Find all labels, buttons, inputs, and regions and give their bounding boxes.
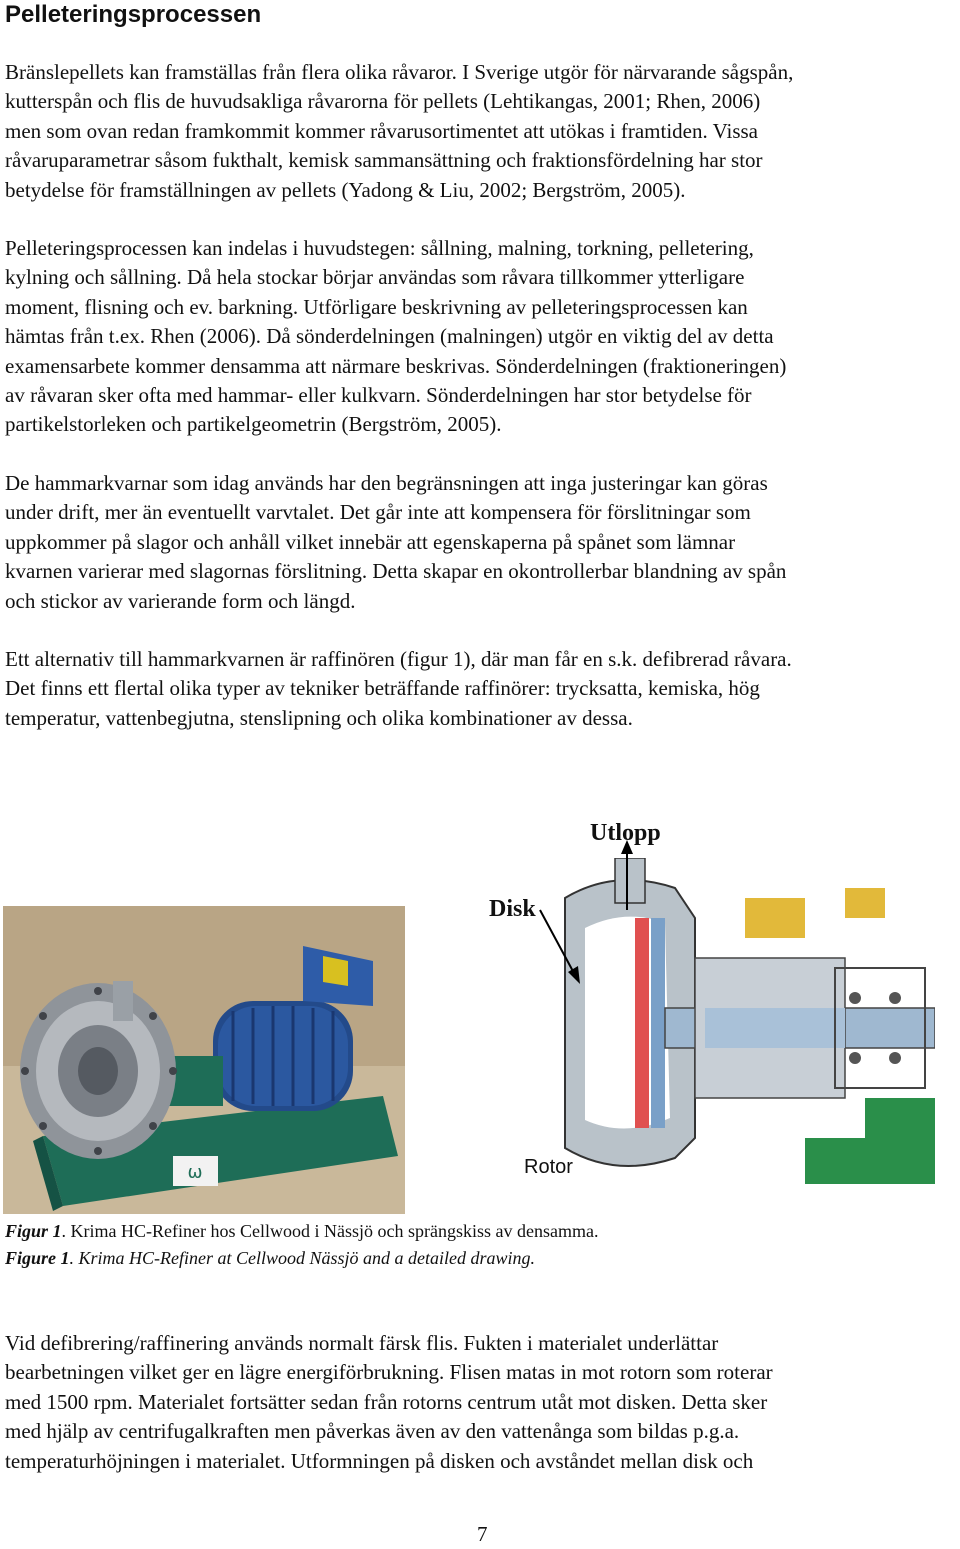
text-line: temperaturhöjningen i materialet. Utformningen på disken och avståndet mellan disk och — [5, 1448, 754, 1473]
paragraph-5 — [5, 1329, 960, 1476]
text-line: Ett alternativ till hammarkvarnen är raffinören (figur 1), där man får en s.k. defibrerad råvara. — [5, 647, 792, 671]
text-line: av råvaran sker ofta med hammar- eller kulkvarn. Sönderdelningen har stor betydelse för — [5, 383, 752, 408]
text-line: kutterspån och flis de huvudsakliga råvarorna för pellets (Lehtikangas, 2001; Rhen, 2006) — [5, 89, 761, 114]
text-line: under drift, mer än eventuellt varvtalet. Det går inte att kompensera för förslitningar som — [5, 500, 751, 525]
text-line: hämtas från t.ex. Rhen (2006). Då sönderdelningen (malningen) utgör en viktig del av detta — [5, 324, 774, 349]
text-line: Vid defibrering/raffinering används normalt färsk flis. Fukten i materialet underlättar — [5, 1331, 719, 1355]
text-line: Bränslepellets kan framställas från flera olika råvaror. I Sverige utgör för närvarande sågspån, — [5, 60, 794, 84]
text-line: kylning och sållning. Då hela stockar börjar användas som råvara tillkommer ytterligare — [5, 265, 745, 290]
text-line: betydelse för framställningen av pellets (Yadong & Liu, 2002; Bergström, 2005). — [5, 177, 686, 202]
caption-text: . Krima HC-Refiner hos Cellwood i Nässjö och sprängskiss av densamma. — [61, 1221, 599, 1241]
text-line: examensarbete kommer densamma att närmare beskrivas. Sönderdelningen (fraktioneringen) — [5, 353, 787, 378]
paragraph-3 — [5, 469, 960, 616]
figure-caption-sv — [5, 1218, 598, 1244]
paragraph-4 — [5, 645, 960, 733]
text-line: bearbetningen vilket ger en lägre energiförbrukning. Flisen matas in mot rotorn som roterar — [5, 1360, 773, 1385]
text-line: och stickor av varierande form och längd. — [5, 588, 356, 613]
text-line: Det finns ett flertal olika typer av tekniker beträffande raffinörer: trycksatta, kemiska, hög — [5, 676, 760, 701]
figure-arrows — [0, 800, 960, 1220]
text-line: temperatur, vattenbegjutna, stenslipning och olika kombinationer av dessa. — [5, 705, 633, 730]
text-line: med hjälp av centrifugalkraften men påverkas även av den vattenånga som bildas p.g.a. — [5, 1419, 740, 1444]
text-line: partikelstorleken och partikelgeometrin (Bergström, 2005). — [5, 412, 502, 437]
page-number: 7 — [477, 1522, 488, 1546]
caption-text: . Krima HC-Refiner at Cellwood Nässjö and a detailed drawing. — [69, 1248, 536, 1268]
text-line: moment, flisning och ev. barkning. Utförligare beskrivning av pelleteringsprocessen kan — [5, 294, 748, 319]
label-rotor: Rotor — [524, 1156, 573, 1178]
caption-prefix: Figur 1 — [5, 1221, 62, 1241]
text-line: uppkommer på slagor och anhåll vilket innebär att egenskaperna på spånet som lämnar — [5, 529, 736, 554]
figure-1 — [0, 800, 960, 1220]
text-line: kvarnen varierar med slagornas förslitning. Detta skapar en okontrollerbar blandning av spån — [5, 559, 787, 584]
label-utlopp: Utlopp — [590, 820, 661, 846]
text-line: Pelleteringsprocessen kan indelas i huvudstegen: sållning, malning, torkning, pelletering, — [5, 236, 754, 260]
text-line: råvaruparametrar såsom fukthalt, kemisk sammansättning och fraktionsfördelning har stor — [5, 148, 763, 173]
figure-caption-en — [5, 1245, 535, 1271]
text-line: men som ovan redan framkommit kommer råvarusortimentet att utökas i framtiden. Vissa — [5, 118, 758, 143]
paragraph-1 — [5, 58, 960, 205]
text-line: med 1500 rpm. Materialet fortsätter sedan från rotorns centrum utåt mot disken. Detta sker — [5, 1389, 768, 1414]
label-disk: Disk — [489, 896, 536, 922]
svg-text:ω: ω — [187, 1162, 203, 1183]
text-line: De hammarkvarnar som idag används har den begränsningen att inga justeringar kan göras — [5, 471, 768, 495]
paragraph-2 — [5, 234, 960, 440]
caption-prefix: Figure 1 — [5, 1248, 70, 1268]
page-heading: Pelleteringsprocessen — [5, 1, 262, 28]
